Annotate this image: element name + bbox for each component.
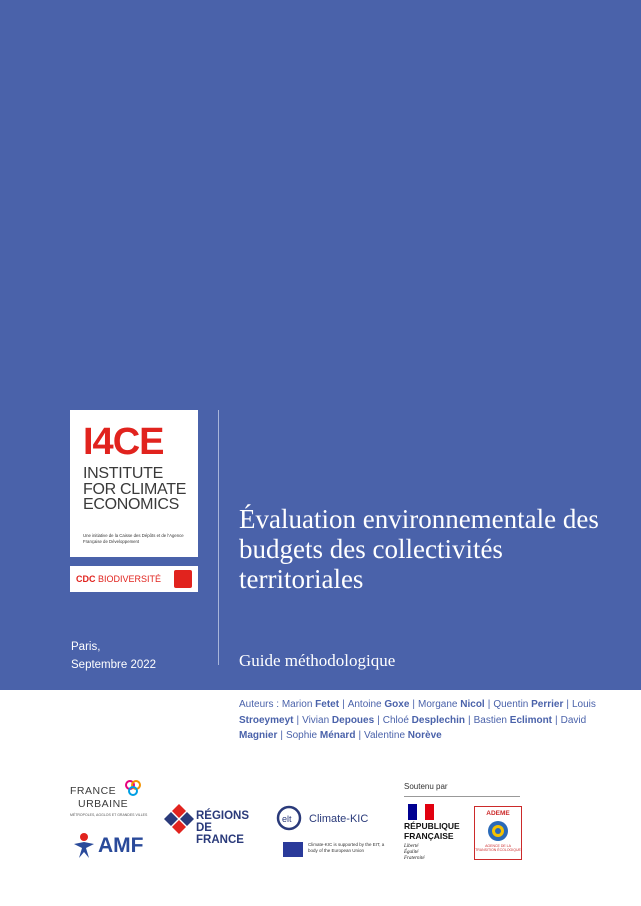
- author-separator: |: [566, 699, 569, 710]
- climate-kic-logo: [276, 805, 391, 865]
- cdc-label: CDC BIODIVERSITÉ: [76, 574, 162, 584]
- cdc-mark-icon: [174, 570, 192, 588]
- author-name: Valentine Norève: [364, 730, 442, 741]
- author-separator: |: [487, 699, 491, 710]
- cdc-biodiversite-logo: [70, 566, 198, 592]
- i4ce-logo-text: I4CE: [83, 421, 164, 463]
- author-separator: |: [296, 714, 300, 726]
- author-separator: |: [358, 730, 362, 741]
- document-subtitle: Guide méthodologique: [239, 651, 396, 670]
- amf-label: AMF: [98, 834, 144, 857]
- i4ce-tagline: Une initiative de la Caisse des Dépôts et de l'Agence Française de Développement: [83, 533, 184, 544]
- author-name: Louis Stroeymeyt: [239, 699, 596, 726]
- france-urbaine-line1: FRANCE: [70, 785, 117, 797]
- republique-francaise-logo: [404, 802, 466, 862]
- author-separator: |: [555, 714, 558, 726]
- ademe-globe-icon: [487, 820, 509, 842]
- author-name: Vivian Depoues: [302, 714, 375, 726]
- author-name: Chloé Desplechin: [382, 714, 466, 726]
- place-date: [71, 638, 156, 674]
- author-separator: |: [412, 699, 416, 710]
- author-name: Sophie Ménard: [285, 730, 356, 741]
- ademe-logo: [474, 806, 522, 860]
- eit-circle-icon: [276, 805, 302, 831]
- france-urbaine-tag: MÉTROPOLES, AGGLOS ET GRANDES VILLES: [70, 813, 148, 817]
- supported-by-label: Soutenu par: [404, 782, 448, 791]
- author-name: Antoine Goxe: [347, 699, 410, 710]
- climate-kic-label: Climate-KIC: [309, 813, 369, 825]
- author-separator: |: [280, 730, 283, 741]
- regions-mark-icon: [162, 802, 196, 836]
- marianne-flag-icon: [408, 804, 434, 820]
- i4ce-name: INSTITUTE FOR CLIMATE ECONOMICS: [83, 465, 187, 513]
- author-separator: |: [342, 699, 345, 710]
- authors-list: [239, 697, 619, 744]
- divider: [218, 410, 219, 665]
- date: Septembre 2022: [71, 659, 157, 671]
- author-name: David Magnier: [239, 714, 587, 741]
- authors-prefix: Auteurs :: [239, 699, 282, 710]
- author-separator: |: [377, 714, 380, 726]
- eu-flag-icon: [283, 842, 303, 857]
- author-separator: |: [468, 714, 471, 726]
- amf-figure-icon: [72, 832, 96, 858]
- ademe-tagline: AGENCE DE LA TRANSITION ÉCOLOGIQUE: [475, 844, 521, 852]
- france-urbaine-line2: URBAINE: [78, 798, 129, 810]
- republique-motto: Liberté Égalité Fraternité: [404, 844, 425, 861]
- author-name: Quentin Perrier: [493, 699, 564, 710]
- france-urbaine-logo: [70, 780, 150, 820]
- i4ce-logo: [70, 410, 198, 557]
- eu-support-text: Climate-KIC is supported by the EIT, a body of the European Union: [308, 842, 385, 853]
- author-name: Bastien Eclimont: [473, 714, 553, 726]
- place: Paris,: [71, 641, 101, 653]
- republique-label: RÉPUBLIQUE FRANÇAISE: [404, 821, 460, 841]
- author-name: Marion Fetet: [281, 699, 340, 710]
- ademe-label: ADEME: [486, 810, 510, 817]
- knot-icon: [124, 780, 142, 796]
- regions-label: RÉGIONS DE FRANCE: [196, 810, 250, 846]
- supported-by-divider: [404, 796, 520, 797]
- author-name: Morgane Nicol: [418, 699, 485, 710]
- regions-de-france-logo: [162, 800, 262, 846]
- document-title: Évaluation environnementale des budgets des collectivités territoriales: [239, 504, 599, 594]
- svg-text:elt: elt: [282, 814, 292, 824]
- amf-logo: [72, 828, 152, 862]
